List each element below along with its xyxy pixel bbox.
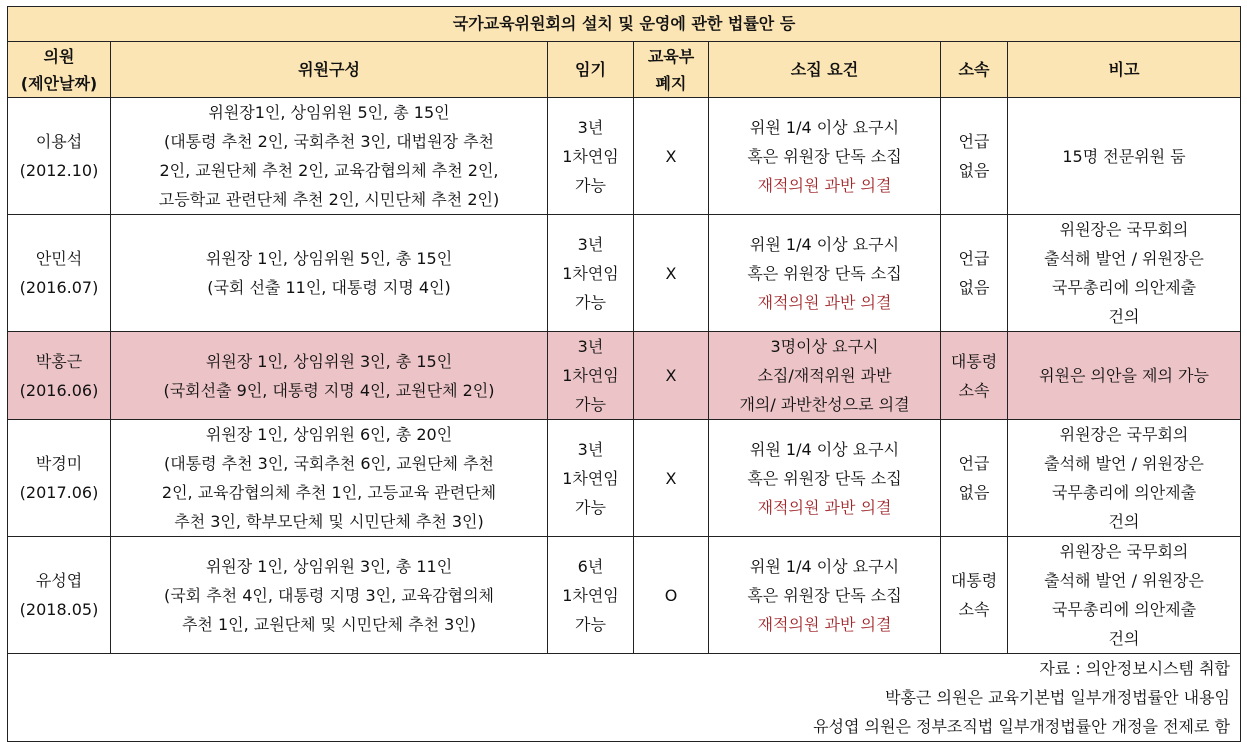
- cell-ministry-line: X: [665, 366, 677, 385]
- cell-term-line: 1차연임: [562, 146, 619, 166]
- cell-member: [8, 537, 111, 654]
- cell-term-line: 1차연임: [562, 366, 619, 385]
- cell-member-line: 유성엽: [35, 571, 83, 590]
- cell-composition-line: 2인, 교육감협의체 추천 1인, 고등교육 관련단체: [161, 483, 497, 502]
- cell-ministry: [634, 537, 709, 654]
- header-affiliation: 소속: [941, 42, 1008, 98]
- cell-remarks-line: 건의: [1108, 629, 1140, 648]
- cell-term: [548, 537, 634, 654]
- cell-member: [8, 332, 111, 420]
- cell-composition-line: (국회선출 9인, 대통령 지명 4인, 교원단체 2인): [163, 380, 495, 400]
- cell-remarks: [1008, 537, 1241, 654]
- cell-convene: [709, 98, 941, 215]
- cell-affiliation: [941, 332, 1008, 420]
- cell-member: [8, 420, 111, 537]
- cell-affiliation-line: 없음: [958, 278, 990, 297]
- cell-convene-line: 혹은 위원장 단독 소집: [747, 468, 902, 488]
- cell-convene-line: 소집/재적위원 과반: [757, 366, 892, 385]
- table-row: [8, 332, 1241, 420]
- cell-affiliation-line: 언급: [958, 249, 990, 268]
- header-member: 의원 (제안날짜): [8, 42, 111, 98]
- table-row: [8, 215, 1241, 332]
- cell-remarks: [1008, 215, 1241, 332]
- convene-resolution: 재적의원 과반 의결: [757, 614, 892, 634]
- cell-ministry-line: X: [665, 263, 677, 283]
- header-convene: 소집 요건: [709, 42, 941, 98]
- header-term: 임기: [548, 42, 634, 98]
- cell-convene: [709, 332, 941, 420]
- cell-term-line: 가능: [575, 292, 606, 312]
- cell-remarks: [1008, 420, 1241, 537]
- cell-composition-line: 위원장 1인, 상임위원 6인, 총 20인: [205, 425, 453, 444]
- cell-composition-line: 위원장1인, 상임위원 5인, 총 15인: [208, 103, 450, 122]
- cell-term: [548, 420, 634, 537]
- cell-composition-line: 추천 1인, 교원단체 및 시민단체 추천 3인): [181, 614, 477, 634]
- cell-member-line: (2017.06): [19, 483, 99, 502]
- cell-affiliation-line: 소속: [958, 600, 990, 619]
- cell-convene: [709, 420, 941, 537]
- cell-term-line: 3년: [577, 117, 604, 137]
- cell-term: [548, 332, 634, 420]
- cell-ministry: [634, 215, 709, 332]
- cell-affiliation-line: 대통령: [950, 571, 998, 590]
- cell-convene-line: 위원 1/4 이상 요구시: [749, 234, 900, 254]
- cell-convene-line: 위원 1/4 이상 요구시: [749, 556, 900, 576]
- cell-remarks-line: 위원은 의안을 제의 가능: [1039, 366, 1209, 385]
- cell-affiliation: [941, 98, 1008, 215]
- cell-member-line: (2018.05): [19, 600, 99, 619]
- footer-line: 박홍근 의원은 교육기본법 일부개정법률안 내용임: [885, 688, 1231, 707]
- footer-line: 자료 : 의안정보시스템 취합: [1039, 659, 1231, 678]
- cell-term-line: 3년: [577, 337, 604, 356]
- cell-term-line: 가능: [575, 497, 606, 517]
- cell-composition: [111, 98, 548, 215]
- cell-remarks-line: 출석해 발언 / 위원장은: [1044, 249, 1204, 268]
- cell-composition-line: 위원장 1인, 상임위원 3인, 총 11인: [205, 556, 453, 576]
- cell-composition: [111, 332, 548, 420]
- cell-composition-line: (국회 추천 4인, 대통령 지명 3인, 교육감협의체: [163, 585, 495, 605]
- cell-member: [8, 215, 111, 332]
- cell-convene: [709, 537, 941, 654]
- table-row: [8, 537, 1241, 654]
- cell-member: [8, 98, 111, 215]
- cell-member-line: 박홍근: [35, 351, 83, 371]
- cell-term: [548, 215, 634, 332]
- document: [7, 6, 1240, 742]
- cell-composition-line: 고등학교 관련단체 추천 2인, 시민단체 추천 2인): [158, 190, 500, 209]
- cell-ministry-line: X: [665, 146, 677, 166]
- cell-convene-line: 위원 1/4 이상 요구시: [749, 117, 900, 137]
- cell-convene-line: 위원 1/4 이상 요구시: [749, 439, 900, 459]
- cell-convene: [709, 215, 941, 332]
- cell-remarks-line: 건의: [1108, 307, 1140, 326]
- cell-member-line: 박경미: [35, 454, 83, 473]
- cell-composition-line: (국회 선출 11인, 대통령 지명 4인): [207, 278, 451, 297]
- cell-ministry-line: X: [665, 468, 677, 488]
- cell-remarks-line: 국무총리에 의안제출: [1051, 278, 1197, 297]
- header-remarks: 비고: [1008, 42, 1241, 98]
- cell-remarks-line: 위원장은 국무회의: [1059, 425, 1189, 444]
- cell-ministry-line: O: [664, 585, 678, 605]
- convene-resolution: 재적의원 과반 의결: [757, 497, 892, 517]
- table-footer: [8, 654, 1241, 742]
- cell-remarks-line: 건의: [1108, 512, 1140, 531]
- cell-composition: [111, 420, 548, 537]
- cell-affiliation-line: 언급: [958, 454, 990, 473]
- cell-term-line: 1차연임: [562, 263, 619, 283]
- table-row: [8, 420, 1241, 537]
- cell-member-line: (2016.07): [19, 278, 99, 297]
- table-row: [8, 98, 1241, 215]
- convene-resolution: 재적의원 과반 의결: [757, 292, 892, 312]
- cell-member-line: (2012.10): [19, 161, 99, 180]
- bill-comparison-table: [7, 6, 1241, 742]
- cell-remarks: [1008, 98, 1241, 215]
- cell-remarks-line: 출석해 발언 / 위원장은: [1044, 571, 1204, 590]
- cell-remarks-line: 위원장은 국무회의: [1059, 220, 1189, 239]
- cell-convene-line: 3명이상 요구시: [770, 337, 879, 356]
- cell-composition: [111, 537, 548, 654]
- cell-affiliation-line: 없음: [958, 161, 990, 180]
- convene-resolution: 재적의원 과반 의결: [757, 175, 892, 195]
- cell-remarks-line: 국무총리에 의안제출: [1051, 483, 1197, 502]
- header-composition: 위원구성: [111, 42, 548, 98]
- cell-affiliation: [941, 420, 1008, 537]
- cell-remarks-line: 위원장은 국무회의: [1059, 542, 1189, 561]
- cell-affiliation: [941, 537, 1008, 654]
- header-row: [8, 42, 1241, 98]
- cell-term-line: 3년: [577, 234, 604, 254]
- table-title: 국가교육위원회의 설치 및 운영에 관한 법률안 등: [8, 7, 1241, 42]
- cell-convene-line: 혹은 위원장 단독 소집: [747, 146, 902, 166]
- cell-composition-line: 위원장 1인, 상임위원 3인, 총 15인: [205, 351, 453, 371]
- cell-composition: [111, 215, 548, 332]
- cell-term-line: 가능: [575, 175, 606, 195]
- cell-composition-line: 위원장 1인, 상임위원 5인, 총 15인: [205, 249, 453, 268]
- cell-term: [548, 98, 634, 215]
- cell-affiliation-line: 소속: [958, 380, 990, 400]
- cell-composition-line: 2인, 교원단체 추천 2인, 교육감협의체 추천 2인,: [159, 161, 499, 180]
- cell-ministry: [634, 332, 709, 420]
- cell-term-line: 1차연임: [562, 585, 619, 605]
- cell-affiliation-line: 대통령: [950, 351, 998, 371]
- cell-remarks-line: 15명 전문위원 둠: [1062, 146, 1186, 166]
- cell-term-line: 3년: [577, 439, 604, 459]
- cell-composition-line: 추천 3인, 학부모단체 및 시민단체 추천 3인): [174, 512, 484, 531]
- cell-term-line: 가능: [575, 614, 606, 634]
- cell-affiliation: [941, 215, 1008, 332]
- cell-affiliation-line: 없음: [958, 483, 990, 502]
- cell-term-line: 1차연임: [562, 468, 619, 488]
- cell-remarks-line: 출석해 발언 / 위원장은: [1044, 454, 1204, 473]
- cell-composition-line: (대통령 추천 2인, 국회추천 3인, 대법원장 추천: [163, 132, 495, 151]
- cell-convene-line: 혹은 위원장 단독 소집: [747, 263, 902, 283]
- cell-ministry: [634, 98, 709, 215]
- footer-line: 유성엽 의원은 정부조직법 일부개정법률안 개정을 전제로 함: [813, 717, 1231, 736]
- cell-member-line: (2016.06): [19, 380, 99, 400]
- cell-remarks-line: 국무총리에 의안제출: [1051, 600, 1197, 619]
- cell-member-line: 이용섭: [35, 132, 83, 151]
- cell-term-line: 6년: [577, 556, 604, 576]
- cell-ministry: [634, 420, 709, 537]
- cell-affiliation-line: 언급: [958, 132, 990, 151]
- cell-remarks: [1008, 332, 1241, 420]
- header-ministry: 교육부 폐지: [634, 42, 709, 98]
- cell-convene-line: 혹은 위원장 단독 소집: [747, 585, 902, 605]
- cell-convene-line: 개의/ 과반찬성으로 의결: [739, 395, 910, 414]
- cell-term-line: 가능: [575, 395, 606, 414]
- cell-member-line: 안민석: [35, 249, 83, 268]
- cell-composition-line: (대통령 추천 3인, 국회추천 6인, 교원단체 추천: [163, 454, 495, 473]
